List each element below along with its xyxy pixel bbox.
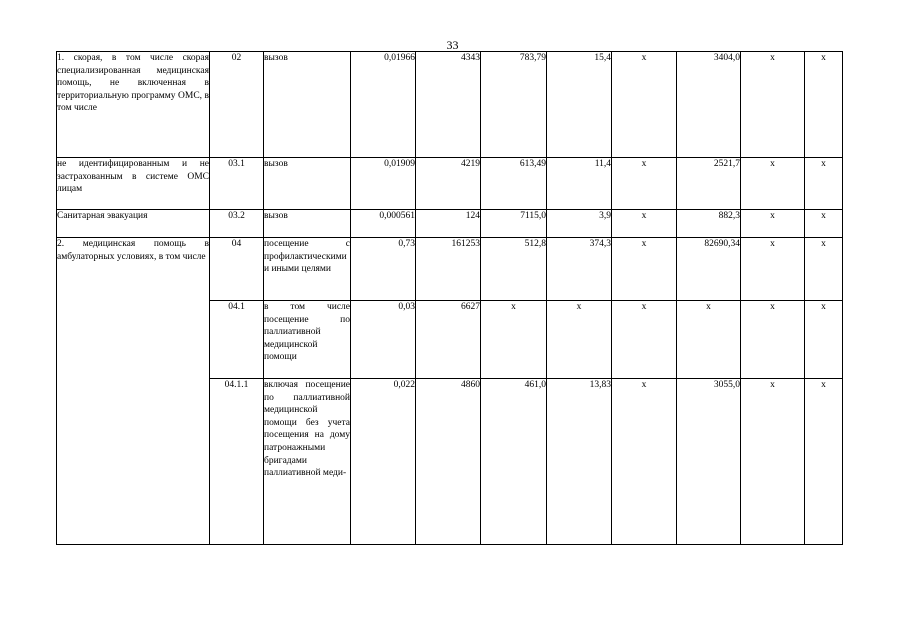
row-value: 2521,7: [677, 158, 741, 210]
row-description: не идентифицированным и не застрахованным в системе ОМС лицам: [57, 158, 210, 210]
row-value: 15,4: [547, 52, 612, 158]
row-value: х: [612, 301, 677, 379]
row-value: 82690,34: [677, 238, 741, 301]
row-value: 7115,0: [481, 210, 547, 238]
row-value: 4219: [416, 158, 481, 210]
row-unit: в том числе посещение по паллиативной медицинской помощи: [264, 301, 351, 379]
row-value: 3404,0: [677, 52, 741, 158]
row-value: х: [741, 379, 805, 545]
row-value: х: [612, 210, 677, 238]
row-unit: посещение с профилактическими и иными целями: [264, 238, 351, 301]
row-value: х: [741, 52, 805, 158]
row-value: 13,83: [547, 379, 612, 545]
row-description: 1. скорая, в том числе скорая специализированная медицинская помощь, не включенная в территориальную программу ОМС, в том числе: [57, 52, 210, 158]
table-row: [57, 52, 843, 158]
row-value: 6627: [416, 301, 481, 379]
row-value: 4343: [416, 52, 481, 158]
row-value: 512,8: [481, 238, 547, 301]
row-value: х: [677, 301, 741, 379]
row-value: х: [805, 238, 843, 301]
row-value: 0,01909: [351, 158, 416, 210]
row-value: 4860: [416, 379, 481, 545]
page-number: 33: [446, 38, 459, 52]
row-value: х: [612, 158, 677, 210]
row-value: 3,9: [547, 210, 612, 238]
row-value: х: [612, 379, 677, 545]
row-value: х: [805, 301, 843, 379]
row-value: 0,03: [351, 301, 416, 379]
row-code: 02: [210, 52, 264, 158]
table-row: [57, 238, 843, 301]
row-description: Санитарная эвакуация: [57, 210, 210, 238]
row-value: х: [481, 301, 547, 379]
row-unit: вызов: [264, 52, 351, 158]
row-value: 374,3: [547, 238, 612, 301]
row-value: 0,01966: [351, 52, 416, 158]
row-value: 783,79: [481, 52, 547, 158]
row-value: х: [805, 210, 843, 238]
row-value: х: [741, 301, 805, 379]
row-code: 03.1: [210, 158, 264, 210]
row-value: 613,49: [481, 158, 547, 210]
row-code: 03.2: [210, 210, 264, 238]
row-value: 882,3: [677, 210, 741, 238]
table-row: [57, 210, 843, 238]
row-value: 461,0: [481, 379, 547, 545]
row-value: х: [741, 158, 805, 210]
row-value: х: [741, 238, 805, 301]
row-value: 11,4: [547, 158, 612, 210]
row-unit: вызов: [264, 158, 351, 210]
row-code: 04.1.1: [210, 379, 264, 545]
row-code: 04.1: [210, 301, 264, 379]
row-value: х: [805, 158, 843, 210]
row-value: х: [741, 210, 805, 238]
row-value: х: [612, 52, 677, 158]
row-value: х: [547, 301, 612, 379]
row-value: 0,022: [351, 379, 416, 545]
row-value: 161253: [416, 238, 481, 301]
row-value: 124: [416, 210, 481, 238]
row-unit: включая посещение по паллиативной медицинской помощи без учета посещения на дому патронажными бригадами паллиативной меди-: [264, 379, 351, 545]
row-code: 04: [210, 238, 264, 301]
row-value: 3055,0: [677, 379, 741, 545]
row-value: х: [805, 52, 843, 158]
row-description: 2. медицинская помощь в амбулаторных условиях, в том числе: [57, 238, 210, 545]
row-unit: вызов: [264, 210, 351, 238]
data-table: [56, 51, 843, 545]
row-value: х: [612, 238, 677, 301]
row-value: 0,000561: [351, 210, 416, 238]
row-value: 0,73: [351, 238, 416, 301]
row-value: х: [805, 379, 843, 545]
table-row: [57, 158, 843, 210]
